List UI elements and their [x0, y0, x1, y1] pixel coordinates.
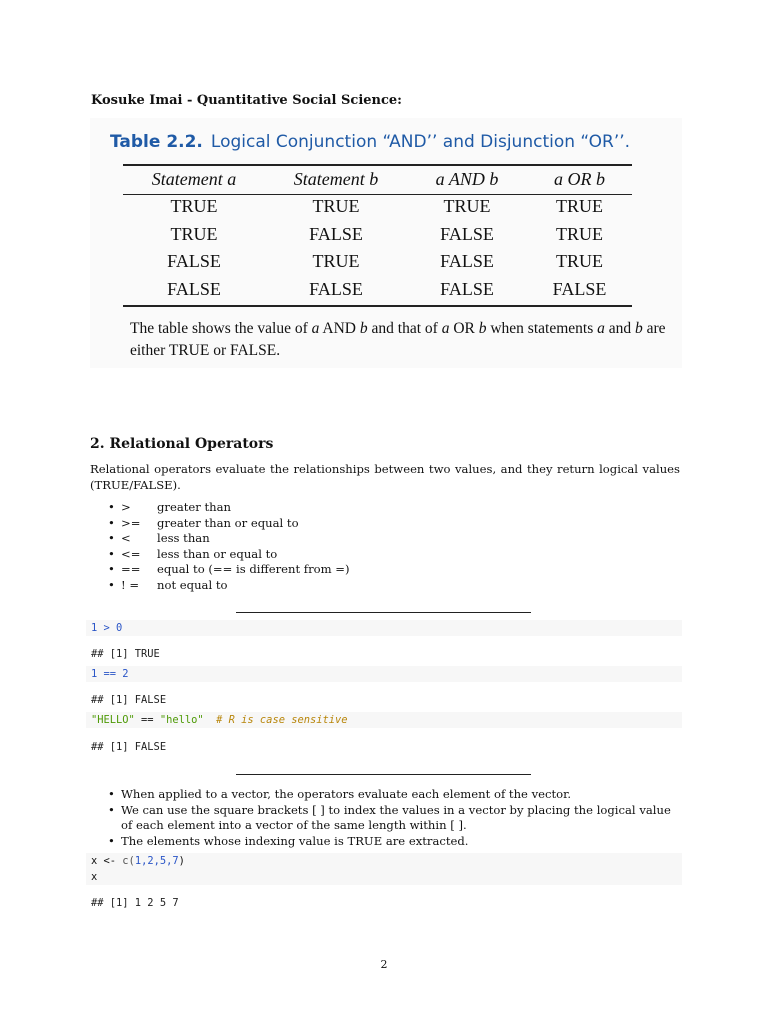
- column-header: Statement a: [151, 168, 237, 189]
- code-block: [86, 853, 682, 885]
- code-operator: ==: [97, 668, 123, 680]
- code-string: "HELLO": [91, 714, 135, 726]
- list-item: [108, 531, 350, 547]
- operator-list: [108, 500, 350, 594]
- code-operator: ==: [134, 714, 160, 726]
- code-block: [86, 666, 682, 682]
- caption-text: are either TRUE or FALSE.: [130, 320, 666, 359]
- table-row: [123, 221, 632, 249]
- table-cell: TRUE: [312, 196, 360, 217]
- table-cell: TRUE: [556, 196, 603, 217]
- table-row: [123, 193, 632, 221]
- operator-meaning: greater than: [157, 500, 231, 514]
- code-output: ## [1] FALSE: [91, 741, 167, 753]
- table-row: [123, 248, 632, 276]
- code-block: [86, 712, 682, 728]
- list-item: [108, 500, 350, 516]
- table-cell: FALSE: [309, 223, 363, 244]
- section-heading: 2. Relational Operators: [90, 436, 274, 452]
- caption-var: b: [478, 320, 487, 337]
- column-header: a OR b: [554, 168, 605, 189]
- table-cell: FALSE: [309, 278, 363, 299]
- operator-symbol: ! =: [121, 577, 140, 592]
- operator-meaning: less than or equal to: [157, 546, 278, 561]
- table-caption: [130, 318, 670, 362]
- code-number: 2: [122, 668, 129, 680]
- list-item: [108, 562, 350, 578]
- operator-meaning: less than: [157, 531, 210, 546]
- caption-text: and: [608, 320, 632, 337]
- table-cell: TRUE: [556, 223, 603, 244]
- code-output: ## [1] TRUE: [91, 648, 160, 660]
- code-paren: ): [178, 855, 185, 867]
- code-variable: x: [91, 855, 104, 867]
- caption-text: The table shows the value of: [130, 320, 308, 337]
- table-cell: FALSE: [167, 278, 221, 299]
- section-intro: Relational operators evaluate the relationships between two values, and they return logical values (TRUE/FALSE).: [90, 462, 680, 492]
- operator-meaning: not equal to: [157, 577, 228, 592]
- operator-symbol: >: [121, 500, 131, 514]
- caption-var: a: [597, 320, 605, 337]
- caption-var: b: [635, 320, 643, 337]
- caption-text: OR: [453, 320, 475, 337]
- table-number: Table 2.2.: [110, 132, 203, 152]
- operator-meaning: greater than or equal to: [157, 515, 299, 530]
- code-string: "hello": [159, 714, 204, 726]
- vector-notes-list: [108, 787, 682, 849]
- table-cell: FALSE: [167, 251, 221, 272]
- list-item: • The elements whose indexing value is TRUE are extracted.: [108, 834, 682, 850]
- code-number: 1: [91, 622, 98, 634]
- code-operator: <-: [103, 855, 117, 867]
- code-block: [86, 620, 682, 636]
- table-row: [123, 276, 632, 304]
- code-number: 1,2,5,7: [134, 855, 179, 867]
- table-cell: TRUE: [556, 251, 603, 272]
- table-title-text: Logical Conjunction “AND’’ and Disjunction “OR’’.: [210, 132, 631, 152]
- operator-symbol: <: [121, 531, 131, 546]
- list-item: • We can use the square brackets [ ] to index the values in a vector by placing the logical value of each element into a vector of the same length within [ ].: [108, 803, 682, 834]
- code-variable: x: [91, 871, 98, 883]
- column-header: Statement b: [293, 168, 379, 189]
- page-number: 2: [380, 958, 388, 971]
- list-item: [108, 578, 350, 594]
- code-output: ## [1] 1 2 5 7: [91, 897, 179, 909]
- code-number: 0: [116, 622, 123, 634]
- operator-symbol: <=: [121, 546, 141, 561]
- table-title: [110, 132, 630, 152]
- table-figure: [90, 118, 682, 368]
- code-operator: >: [97, 622, 117, 634]
- caption-text: AND: [322, 320, 357, 337]
- operator-meaning: equal to (== is different from =): [157, 562, 350, 577]
- caption-text: and that of: [371, 320, 438, 337]
- column-header: a AND b: [435, 168, 499, 189]
- table-cell: TRUE: [443, 196, 491, 217]
- table-cell: FALSE: [440, 251, 494, 272]
- list-item: [108, 516, 350, 532]
- caption-var: a: [441, 320, 450, 337]
- operator-symbol: ==: [121, 562, 141, 577]
- code-number: 1: [91, 668, 98, 680]
- table-header-row: [123, 165, 632, 193]
- table-cell: TRUE: [170, 196, 218, 217]
- operator-symbol: >=: [121, 515, 141, 530]
- list-item: [108, 547, 350, 563]
- author-line: Kosuke Imai - Quantitative Social Science:: [91, 93, 402, 108]
- caption-text: when statements: [490, 320, 594, 337]
- table-bottom-rule: [123, 305, 632, 307]
- code-output: ## [1] FALSE: [91, 694, 167, 706]
- table-cell: FALSE: [552, 278, 607, 299]
- logic-table: [123, 165, 632, 303]
- caption-var: b: [359, 320, 368, 337]
- table-cell: TRUE: [170, 223, 218, 244]
- table-cell: FALSE: [440, 278, 494, 299]
- divider: [236, 774, 531, 775]
- code-function: c(: [116, 855, 135, 867]
- table-cell: FALSE: [440, 223, 494, 244]
- list-item: • When applied to a vector, the operators evaluate each element of the vector.: [108, 787, 682, 803]
- table-cell: TRUE: [312, 251, 360, 272]
- divider: [236, 612, 531, 613]
- code-comment: # R is case sensitive: [203, 714, 348, 726]
- caption-var: a: [311, 320, 320, 337]
